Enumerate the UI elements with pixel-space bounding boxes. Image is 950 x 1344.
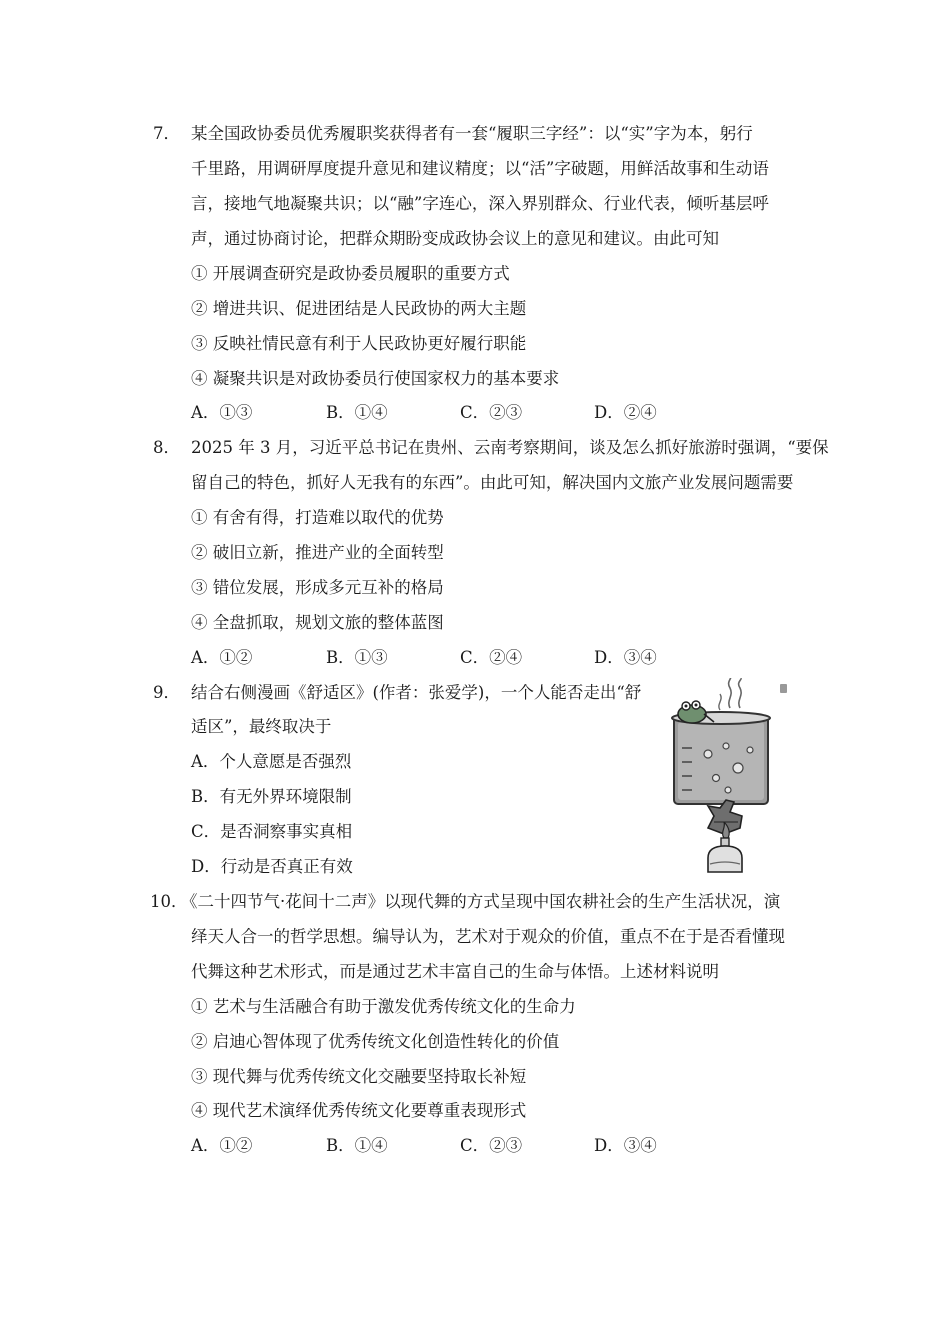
question-7-item: ② 增进共识、促进团结是人民政协的两大主题 bbox=[191, 299, 527, 318]
question-7-choice-c[interactable]: C．②③ bbox=[460, 403, 523, 422]
question-8-item: ① 有舍有得，打造难以取代的优势 bbox=[191, 508, 444, 527]
question-10-item: ④ 现代艺术演绎优秀传统文化要尊重表现形式 bbox=[191, 1101, 527, 1120]
question-7-number: 7． bbox=[153, 124, 180, 143]
burner-icon bbox=[708, 838, 742, 872]
question-10-item: ② 启迪心智体现了优秀传统文化创造性转化的价值 bbox=[191, 1032, 560, 1051]
comfort-zone-cartoon bbox=[668, 678, 798, 874]
question-10-choice-a[interactable]: A．①② bbox=[191, 1136, 253, 1155]
question-7-item: ③ 反映社情民意有利于人民政协更好履行职能 bbox=[191, 334, 527, 353]
question-8-item: ③ 错位发展，形成多元互补的格局 bbox=[191, 578, 444, 597]
question-10-stem-line: 《二十四节气·花间十二声》以现代舞的方式呈现中国农耕社会的生产生活状况，演 bbox=[181, 892, 781, 911]
question-8-number: 8． bbox=[153, 438, 180, 457]
question-7-choice-a[interactable]: A．①③ bbox=[191, 403, 253, 422]
question-10-item: ③ 现代舞与优秀传统文化交融要坚持取长补短 bbox=[191, 1067, 527, 1086]
question-7-choice-d[interactable]: D．②④ bbox=[594, 403, 657, 422]
question-8-choice-d[interactable]: D．③④ bbox=[594, 648, 657, 667]
question-7-item: ④ 凝聚共识是对政协委员行使国家权力的基本要求 bbox=[191, 369, 560, 388]
question-9-option-d[interactable]: D．行动是否真正有效 bbox=[191, 857, 353, 876]
question-9-number: 9． bbox=[153, 683, 180, 702]
question-9-option-a[interactable]: A．个人意愿是否强烈 bbox=[191, 752, 352, 771]
question-8-choice-a[interactable]: A．①② bbox=[191, 648, 253, 667]
question-10-item: ① 艺术与生活融合有助于激发优秀传统文化的生命力 bbox=[191, 997, 576, 1016]
question-8-stem-line: 留自己的特色，抓好人无我有的东西”。由此可知，解决国内文旅产业发展问题需要 bbox=[191, 473, 794, 492]
question-10-stem-line: 代舞这种艺术形式，而是通过艺术丰富自己的生命与体悟。上述材料说明 bbox=[191, 962, 719, 981]
question-9-stem-line: 结合右侧漫画《舒适区》(作者：张爱学)，一个人能否走出“舒 bbox=[191, 683, 642, 702]
question-7-stem-line: 言，接地气地凝聚共识；以“融”字连心，深入界别群众、行业代表，倾听基层呼 bbox=[191, 194, 769, 213]
question-10-stem-line: 绎天人合一的哲学思想。编导认为，艺术对于观众的价值，重点不在于是否看懂现 bbox=[191, 927, 785, 946]
question-7-choice-b[interactable]: B．①④ bbox=[326, 403, 388, 422]
question-9-option-c[interactable]: C．是否洞察事实真相 bbox=[191, 822, 353, 841]
steam-icon bbox=[729, 678, 732, 708]
corner-mark bbox=[780, 684, 787, 693]
question-8-choice-b[interactable]: B．①③ bbox=[326, 648, 388, 667]
question-8-choice-c[interactable]: C．②④ bbox=[460, 648, 523, 667]
question-9-stem-line: 适区”，最终取决于 bbox=[191, 717, 332, 736]
question-10-choice-d[interactable]: D．③④ bbox=[594, 1136, 657, 1155]
question-7-stem-line: 某全国政协委员优秀履职奖获得者有一套“履职三字经”：以“实”字为本，躬行 bbox=[191, 124, 753, 143]
question-8-item: ④ 全盘抓取，规划文旅的整体蓝图 bbox=[191, 613, 444, 632]
question-9-option-b[interactable]: B．有无外界环境限制 bbox=[191, 787, 352, 806]
question-7-stem-line: 声，通过协商讨论，把群众期盼变成政协会议上的意见和建议。由此可知 bbox=[191, 229, 719, 248]
question-10-number: 10． bbox=[150, 892, 188, 911]
question-8-stem-line: 2025 年 3 月，习近平总书记在贵州、云南考察期间，谈及怎么抓好旅游时强调，“要保 bbox=[191, 438, 829, 457]
question-7-item: ① 开展调查研究是政协委员履职的重要方式 bbox=[191, 264, 510, 283]
question-8-item: ② 破旧立新，推进产业的全面转型 bbox=[191, 543, 444, 562]
question-10-choice-b[interactable]: B．①④ bbox=[326, 1136, 388, 1155]
question-10-choice-c[interactable]: C．②③ bbox=[460, 1136, 523, 1155]
question-7-stem-line: 千里路，用调研厚度提升意见和建议精度；以“活”字破题，用鲜活故事和生动语 bbox=[191, 159, 769, 178]
